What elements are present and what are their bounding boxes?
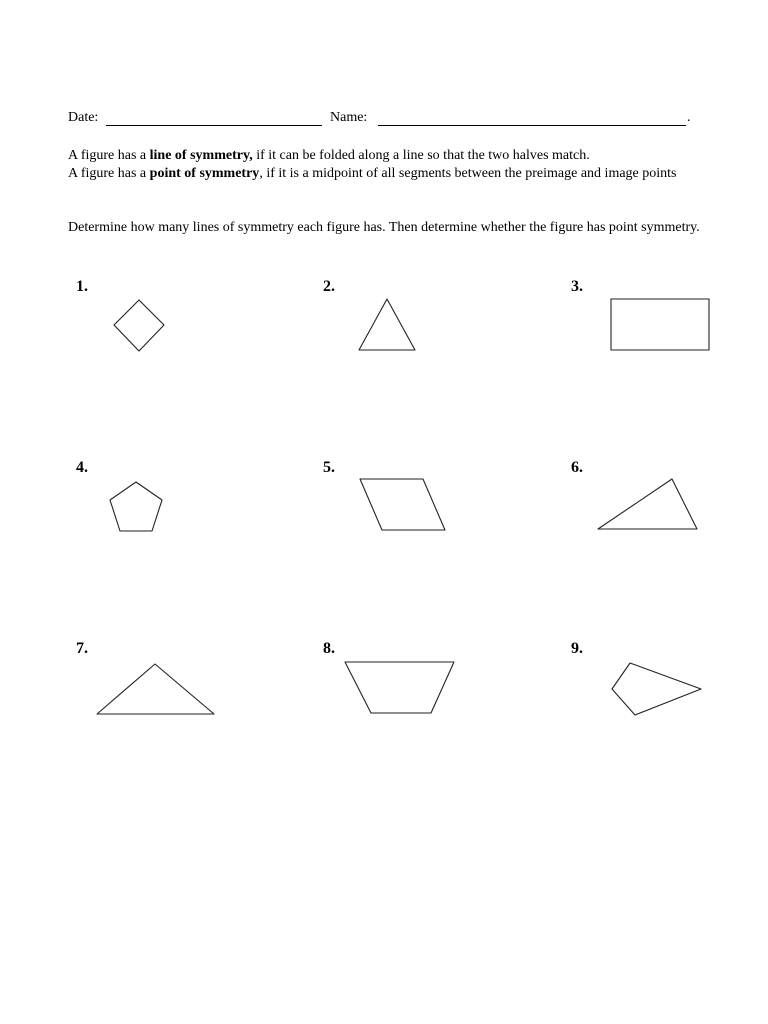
figure-4-regular-pentagon bbox=[110, 482, 162, 531]
figure-1-square-rotated bbox=[114, 300, 164, 351]
problem-number-8: 8. bbox=[323, 640, 335, 657]
line-of-symmetry-term: line of symmetry, bbox=[149, 148, 253, 163]
point-of-symmetry-term: point of symmetry bbox=[149, 166, 260, 181]
figure-5-parallelogram bbox=[360, 479, 445, 530]
figure-9-kite bbox=[612, 663, 701, 715]
problem-number-7: 7. bbox=[76, 640, 88, 657]
instructions: Determine how many lines of symmetry each figure has. Then determine whether the figure has point symmetry. bbox=[68, 220, 700, 235]
header-period: . bbox=[687, 110, 691, 125]
figure-8-isosceles-trapezoid bbox=[345, 662, 454, 713]
name-label: Name: bbox=[330, 110, 368, 125]
problem-number-9: 9. bbox=[571, 640, 583, 657]
figure-2-equilateral-triangle bbox=[359, 299, 415, 350]
problem-number-1: 1. bbox=[76, 278, 88, 295]
figure-7-isosceles-obtuse-triangle bbox=[97, 664, 214, 714]
problem-number-2: 2. bbox=[323, 278, 335, 295]
point-of-symmetry-definition: A figure has a point of symmetry, if it is a midpoint of all segments between the preimage and image points bbox=[68, 166, 677, 181]
problem-number-3: 3. bbox=[571, 278, 583, 295]
problem-number-6: 6. bbox=[571, 459, 583, 476]
line-of-symmetry-definition: A figure has a line of symmetry, if it can be folded along a line so that the two halves match. bbox=[68, 148, 590, 163]
problem-number-5: 5. bbox=[323, 459, 335, 476]
problem-number-4: 4. bbox=[76, 459, 88, 476]
date-label: Date: bbox=[68, 110, 99, 125]
figure-3-rectangle bbox=[611, 299, 709, 350]
figure-6-scalene-triangle bbox=[598, 479, 697, 529]
